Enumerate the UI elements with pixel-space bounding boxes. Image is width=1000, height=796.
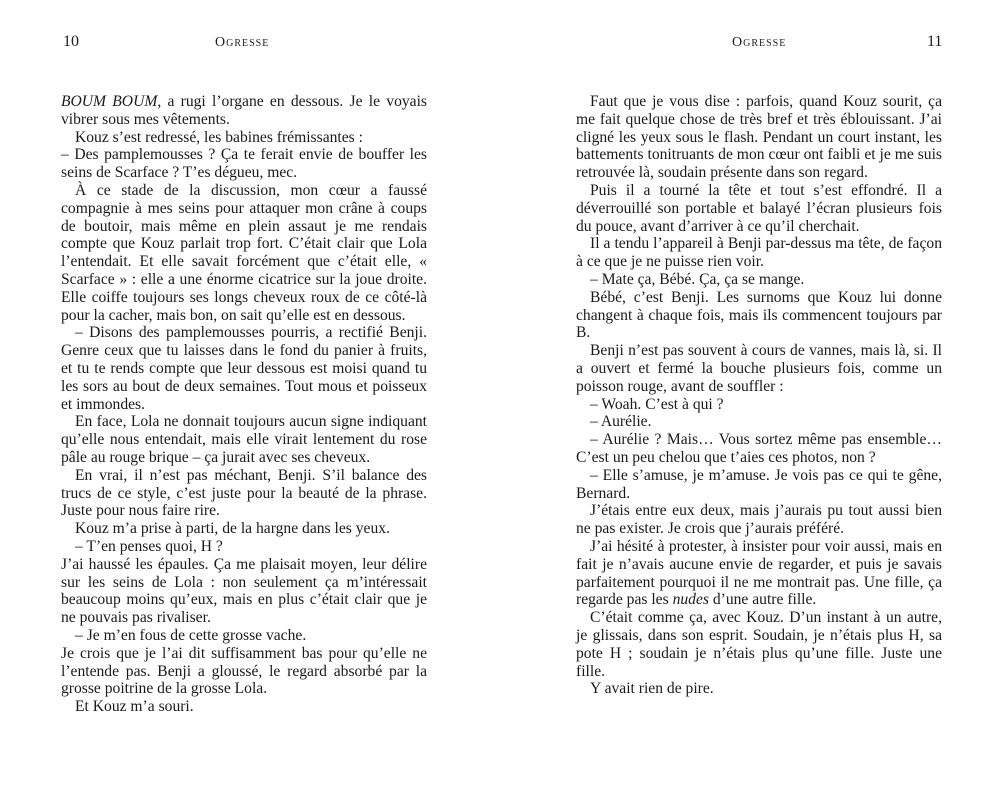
paragraph: – T’en penses quoi, H ?	[75, 537, 223, 555]
paragraph: – Aurélie.	[590, 413, 652, 431]
paragraph: – Des pamplemousses ? Ça te ferait envie de bouffer les seins de Scarface ? T’es dégueu, mec.	[61, 146, 427, 182]
paragraph: BOUM BOUM, a rugi l’organe en dessous. Je le voyais vibrer sous mes vêtements.	[61, 93, 427, 128]
paragraph: – Elle s’amuse, je m’amuse. Je vois pas ce qui te gêne, Bernard.	[576, 466, 942, 502]
body-text	[576, 93, 942, 698]
paragraph: En face, Lola ne donnait toujours aucun signe indiquant qu’elle nous entendait, mais elle virait lentement du rose pâle au rouge brique – ça jurait avec ses cheveux.	[61, 413, 427, 466]
paragraph: J’ai haussé les épaules. Ça me plaisait moyen, leur délire sur les seins de Lola : non seulement ça m’intéressait beaucoup moins qu’eux, mais en plus c’était clair que je ne pouvais pas rivaliser.	[61, 555, 427, 627]
paragraph: Kouz s’est redressé, les babines frémissantes :	[75, 128, 363, 146]
paragraph: En vrai, il n’est pas méchant, Benji. S’il balance des trucs de ce style, c’est juste pour la beauté de la phrase. Juste pour nous faire rire.	[61, 466, 427, 520]
paragraph: – Aurélie ? Mais… Vous sortez même pas ensemble… C’est un peu chelou que t’aies ces photos, non ?	[576, 431, 942, 466]
right-page	[500, 0, 1000, 796]
paragraph: Benji n’est pas souvent à cours de vannes, mais là, si. Il a ouvert et fermé la bouche plusieurs fois, comme un poisson rouge, avant de souffler :	[576, 342, 942, 395]
paragraph: Puis il a tourné la tête et tout s’est effondré. Il a déverrouillé son portable et balayé l’écran plusieurs fois du pouce, avant d’arriver à ce qu’il cherchait.	[576, 181, 942, 235]
paragraph: C’était comme ça, avec Kouz. D’un instant à un autre, je glissais, dans son esprit. Soudain, je n’étais plus H, sa pote H ; soudain je n’étais plus qu’une fille. Juste une fille.	[576, 609, 942, 680]
paragraph: J’ai hésité à protester, à insister pour voir aussi, mais en fait je n’avais aucune envie de regarder, et puis je savais parfaitement pourquoi il ne me montrait pas. Une fille, ça regarde pas les nudes d’une autre fille.	[576, 537, 942, 609]
paragraph: J’étais entre eux deux, mais j’aurais pu tout aussi bien ne pas exister. Je crois que j’aurais préféré.	[576, 502, 942, 538]
paragraph: – Mate ça, Bébé. Ça, ça se mange.	[590, 270, 805, 288]
italic-text: nudes	[672, 591, 709, 609]
running-head: Ogresse	[732, 35, 787, 50]
paragraph: – Woah. C’est à qui ?	[590, 395, 724, 413]
paragraph: Kouz m’a prise à parti, de la hargne dans les yeux.	[75, 520, 390, 538]
page-number: 11	[927, 33, 943, 50]
paragraph: À ce stade de la discussion, mon cœur a faussé compagnie à mes seins pour attaquer mon crâne à coups de boutoir, mais même en plein assaut je me rendais compte que Kouz parlait trop fort. C’était clair que Lola l’entendait. Et elle savait forcément que c’était elle, « Scarface » : elle a une énorme cicatrice sur la joue droite. Elle coiffe toujours ses longs cheveux roux de ce côté-là pour la cacher, mais bon, on sait qu’elle est en dessous.	[61, 181, 427, 324]
paragraph: Et Kouz m’a souri.	[75, 698, 194, 716]
paragraph: – Disons des pamplemousses pourris, a rectifié Benji. Genre ceux que tu laisses dans le fond du panier à fruits, et tu te rends compte que leur dessous est moisi quand tu les sors au bout de deux semaines. Tout mous et poisseux et immondes.	[61, 324, 427, 413]
paragraph: Faut que je vous dise : parfois, quand Kouz sourit, ça me fait quelque chose de très bref et très éblouissant. J’ai cligné les yeux sous le flash. Pendant un court instant, les battements tonitruants de mon cœur ont faibli et je me suis retrouvée là, soudain présente dans son regard.	[576, 93, 942, 182]
paragraph: Je crois que je l’ai dit suffisamment bas pour qu’elle ne l’entende pas. Benji a gloussé, le regard absorbé par la grosse poitrine de la grosse Lola.	[61, 644, 427, 698]
running-head: Ogresse	[215, 35, 270, 50]
paragraph: Y avait rien de pire.	[590, 680, 714, 698]
paragraph: Bébé, c’est Benji. Les surnoms que Kouz lui donne changent à chaque fois, mais ils commencent toujours par B.	[576, 288, 942, 342]
paragraph: – Je m’en fous de cette grosse vache.	[75, 626, 307, 644]
body-text	[61, 93, 427, 716]
paragraph: Il a tendu l’appareil à Benji par-dessus ma tête, de façon à ce que je ne puisse rien voir.	[576, 235, 942, 271]
italic-text: BOUM BOUM	[61, 93, 158, 110]
page-number: 10	[63, 33, 79, 50]
